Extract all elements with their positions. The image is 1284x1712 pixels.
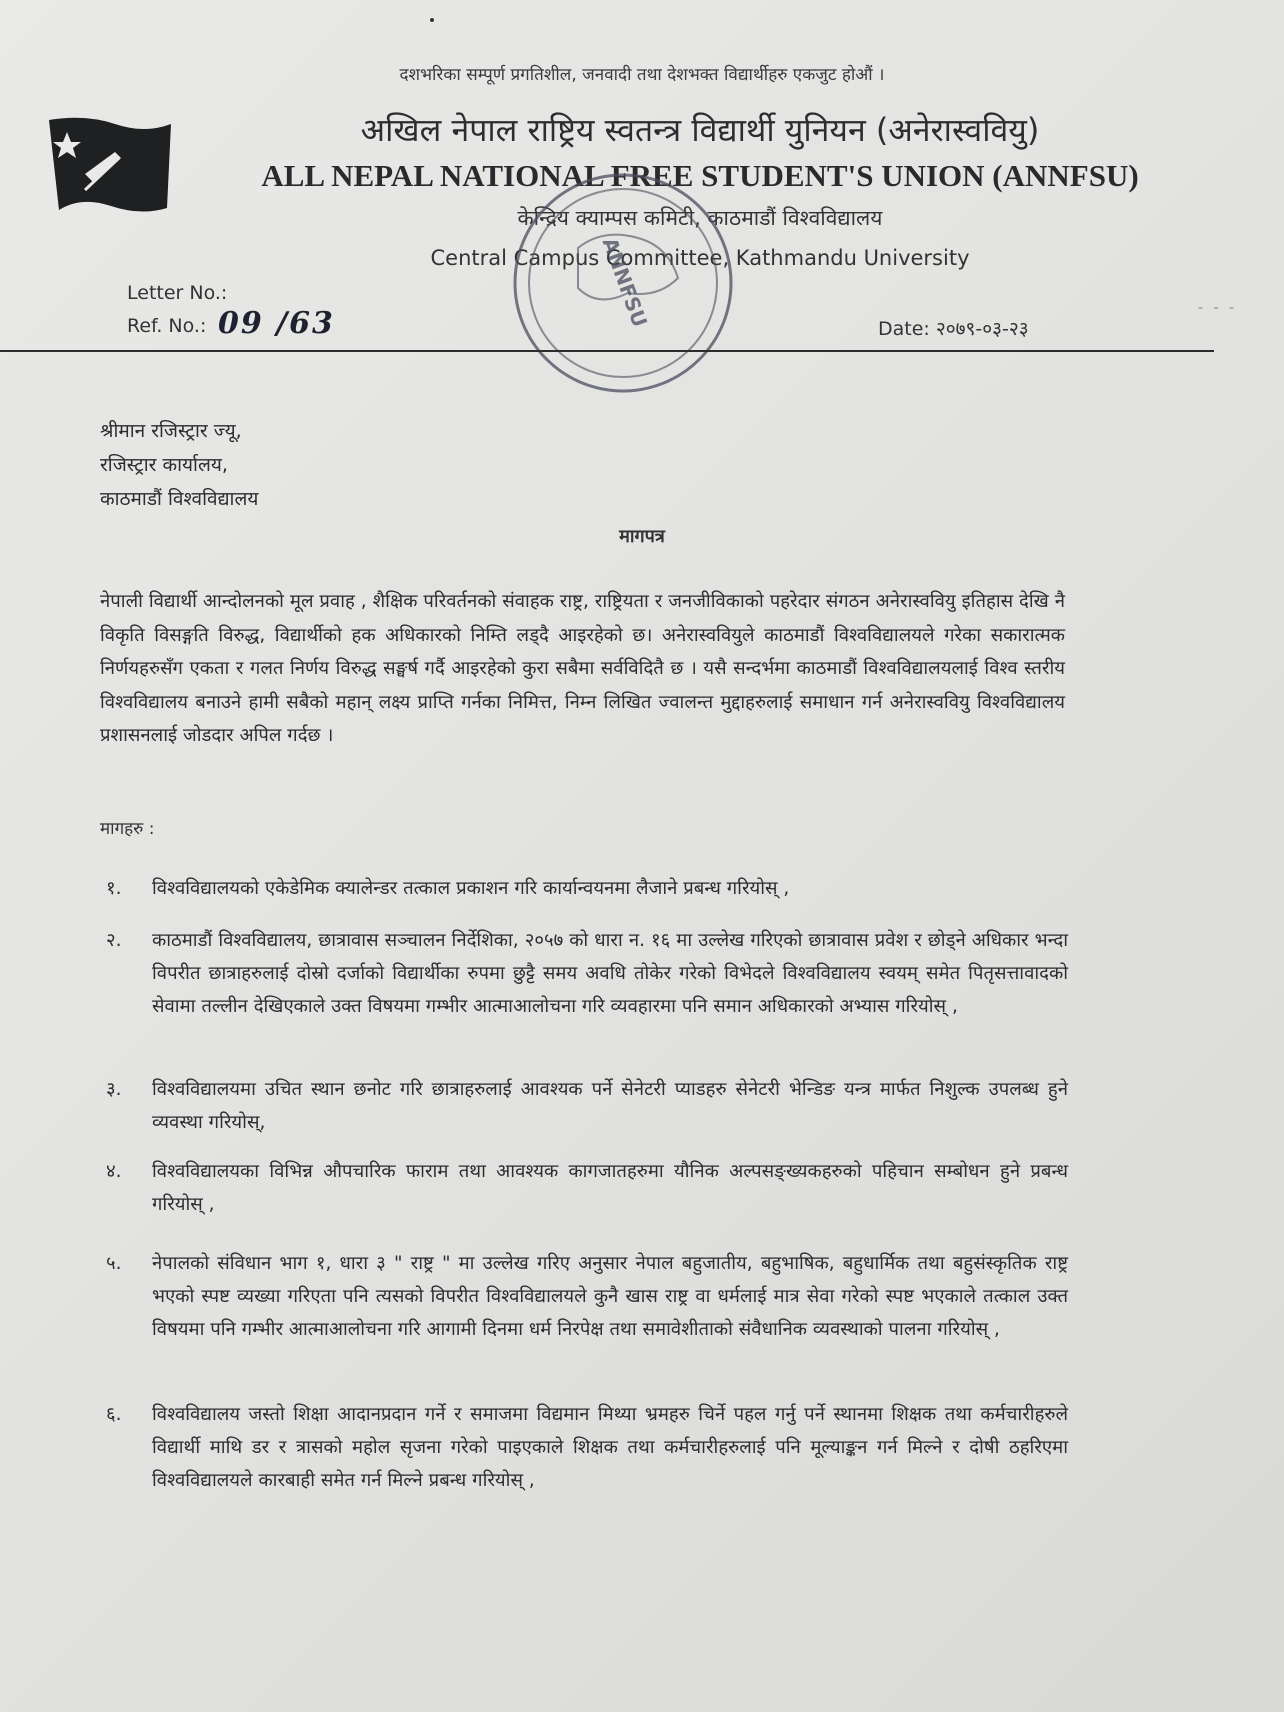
date-label: Date: (878, 318, 930, 340)
official-stamp (508, 168, 738, 398)
address-line-1: श्रीमान रजिस्ट्रार ज्यू, (100, 420, 242, 442)
address-line-3: काठमाडौं विश्वविद्यालय (100, 488, 259, 510)
demand-text: काठमाडौं विश्वविद्यालय, छात्रावास सञ्चालन निर्देशिका, २०५७ को धारा न. १६ मा उल्लेख गरिएको छात्रावास प्रवेश र छोड्ने अधिकार भन्दा विपरीत छात्राहरुलाई दोस्रो दर्जाको विद्यार्थीका रुपमा छुट्टै समय अवधि तोकेर गरेको विभेदले विश्वविद्यालय स्वयम् समेत पितृसत्तावादको सेवामा तल्लीन देखिएकाले उक्त विषयमा गम्भीर आत्माआलोचना गरि व्यवहारमा पनि समान अधिकारको अभ्यास गरियोस् , (152, 930, 1068, 1017)
demand-number: ६. (106, 1404, 122, 1425)
date-field (878, 315, 1029, 341)
letter-no-label: Letter No.: (127, 282, 228, 304)
ref-no-label: Ref. No.: (127, 315, 207, 337)
demand-text: विश्वविद्यालयका विभिन्न औपचारिक फाराम तथा आवश्यक कागजातहरुमा यौनिक अल्पसङ्ख्यकहरुको पहिचान सम्बोधन हुने प्रबन्ध गरियोस् , (152, 1161, 1068, 1215)
ref-no-value: 09 /63 (218, 306, 335, 341)
demand-text: विश्वविद्यालयको एकेडेमिक क्यालेन्डर तत्काल प्रकाशन गरि कार्यान्वयनमा लैजाने प्रबन्ध गरियोस् , (152, 878, 790, 899)
demand-text: विश्वविद्यालयमा उचित स्थान छनोट गरि छात्राहरुलाई आवश्यक पर्ने सेनेटरी प्याडहरु सेनेटरी भेन्डिङ यन्त्र मार्फत निशुल्क उपलब्ध हुने व्यवस्था गरियोस्, (152, 1079, 1068, 1133)
demand-number: २. (106, 930, 122, 951)
header-divider (0, 350, 1214, 352)
demand-item (100, 1073, 1068, 1139)
demand-item (100, 924, 1068, 1023)
demand-item (100, 1155, 1068, 1221)
demand-item (100, 872, 1068, 905)
demand-number: ४. (106, 1161, 122, 1182)
demand-text: नेपालको संविधान भाग १, धारा ३ " राष्ट्र " मा उल्लेख गरिए अनुसार नेपाल बहुजातीय, बहुभाषिक, बहुधार्मिक तथा बहुसंस्कृतिक राष्ट्र भएको स्पष्ट व्यख्या गरिएता पनि त्यसको विपरीत विश्वविद्यालयले कुनै खास राष्ट्र वा धर्मलाई मात्र सेवा गरेको स्पष्ट भएकाले तत्काल उक्त विषयमा पनि गम्भीर आत्माआलोचना गरि आगामी दिनमा धर्म निरपेक्ष तथा समावेशीताको संवैधानिक व्यवस्थाको पालना गरियोस् , (152, 1253, 1068, 1340)
demand-text: विश्वविद्यालय जस्तो शिक्षा आदानप्रदान गर्ने र समाजमा विद्यमान मिथ्या भ्रमहरु चिर्ने पहल गर्नु पर्ने स्थानमा शिक्षक तथा कर्मचारीहरुले विद्यार्थी माथि डर र त्रासको महोल सृजना गरेको पाइएकाले शिक्षक तथा कर्मचारीहरुलाई पनि मूल्याङ्कन गर्न मिल्ने र दोषी ठहरिएमा विश्वविद्यालयले कारबाही समेत गर्न मिल्ने प्रबन्ध गरियोस् , (152, 1404, 1068, 1491)
stamp-text: ANNFSU (597, 234, 653, 331)
subject-heading: मागपत्र (619, 526, 665, 547)
ink-dot (430, 18, 434, 22)
date-value: २०७९-०३-२३ (935, 318, 1029, 340)
campus-committee-nepali: केन्द्रिय क्याम्पस कमिटी, काठमाडौं विश्वविद्यालय (517, 206, 883, 230)
demand-number: ३. (106, 1079, 122, 1100)
org-title-english: ALL NEPAL NATIONAL FREE STUDENT'S UNION (ANNFSU) (261, 158, 1139, 193)
demand-item (100, 1398, 1068, 1497)
demands-heading: मागहरु : (100, 819, 155, 839)
campus-committee-english: Central Campus Committee, Kathmandu University (430, 246, 970, 270)
demand-item (100, 1247, 1068, 1346)
demand-number: ५. (106, 1253, 122, 1274)
demand-number: १. (106, 878, 122, 899)
org-title-nepali: अखिल नेपाल राष्ट्रिय स्वतन्त्र विद्यार्थी युनियन (अनेरास्ववियु) (360, 111, 1040, 149)
edge-mark: - - - (1198, 300, 1238, 316)
slogan: दशभरिका सम्पूर्ण प्रगतिशील, जनवादी तथा देशभक्त विद्यार्थीहरु एकजुट होऔं । (399, 65, 885, 85)
intro-paragraph: नेपाली विद्यार्थी आन्दोलनको मूल प्रवाह , शैक्षिक परिवर्तनको संवाहक राष्ट्र, राष्ट्रियता र जनजीविकाको पहरेदार संगठन अनेरास्ववियु इतिहास देखि नै विकृति विसङ्गति विरुद्ध, विद्यार्थीको हक अधिकारको निम्ति लड्दै आइरहेको छ। अनेरास्ववियुले काठमाडौं विश्वविद्यालयले गरेका सकारात्मक निर्णयहरुसँग एकता र गलत निर्णय विरुद्ध सङ्घर्ष गर्दै आइरहेको कुरा सबैमा सर्वविदितै छ । यसै सन्दर्भमा काठमाडौं विश्वविद्यालयलाई विश्व स्तरीय विश्वविद्यालय बनाउने हामी सबैको महान् लक्ष्य प्राप्ति गर्नका निमित्त, निम्न लिखित ज्वालन्त मुद्दाहरुलाई समाधान गर्न अनेरास्ववियु विश्वविद्यालय प्रशासनलाई जोडदार अपिल गर्दछ । (100, 591, 1065, 746)
address-line-2: रजिस्ट्रार कार्यालय, (100, 454, 228, 476)
recipient-address (100, 414, 258, 516)
